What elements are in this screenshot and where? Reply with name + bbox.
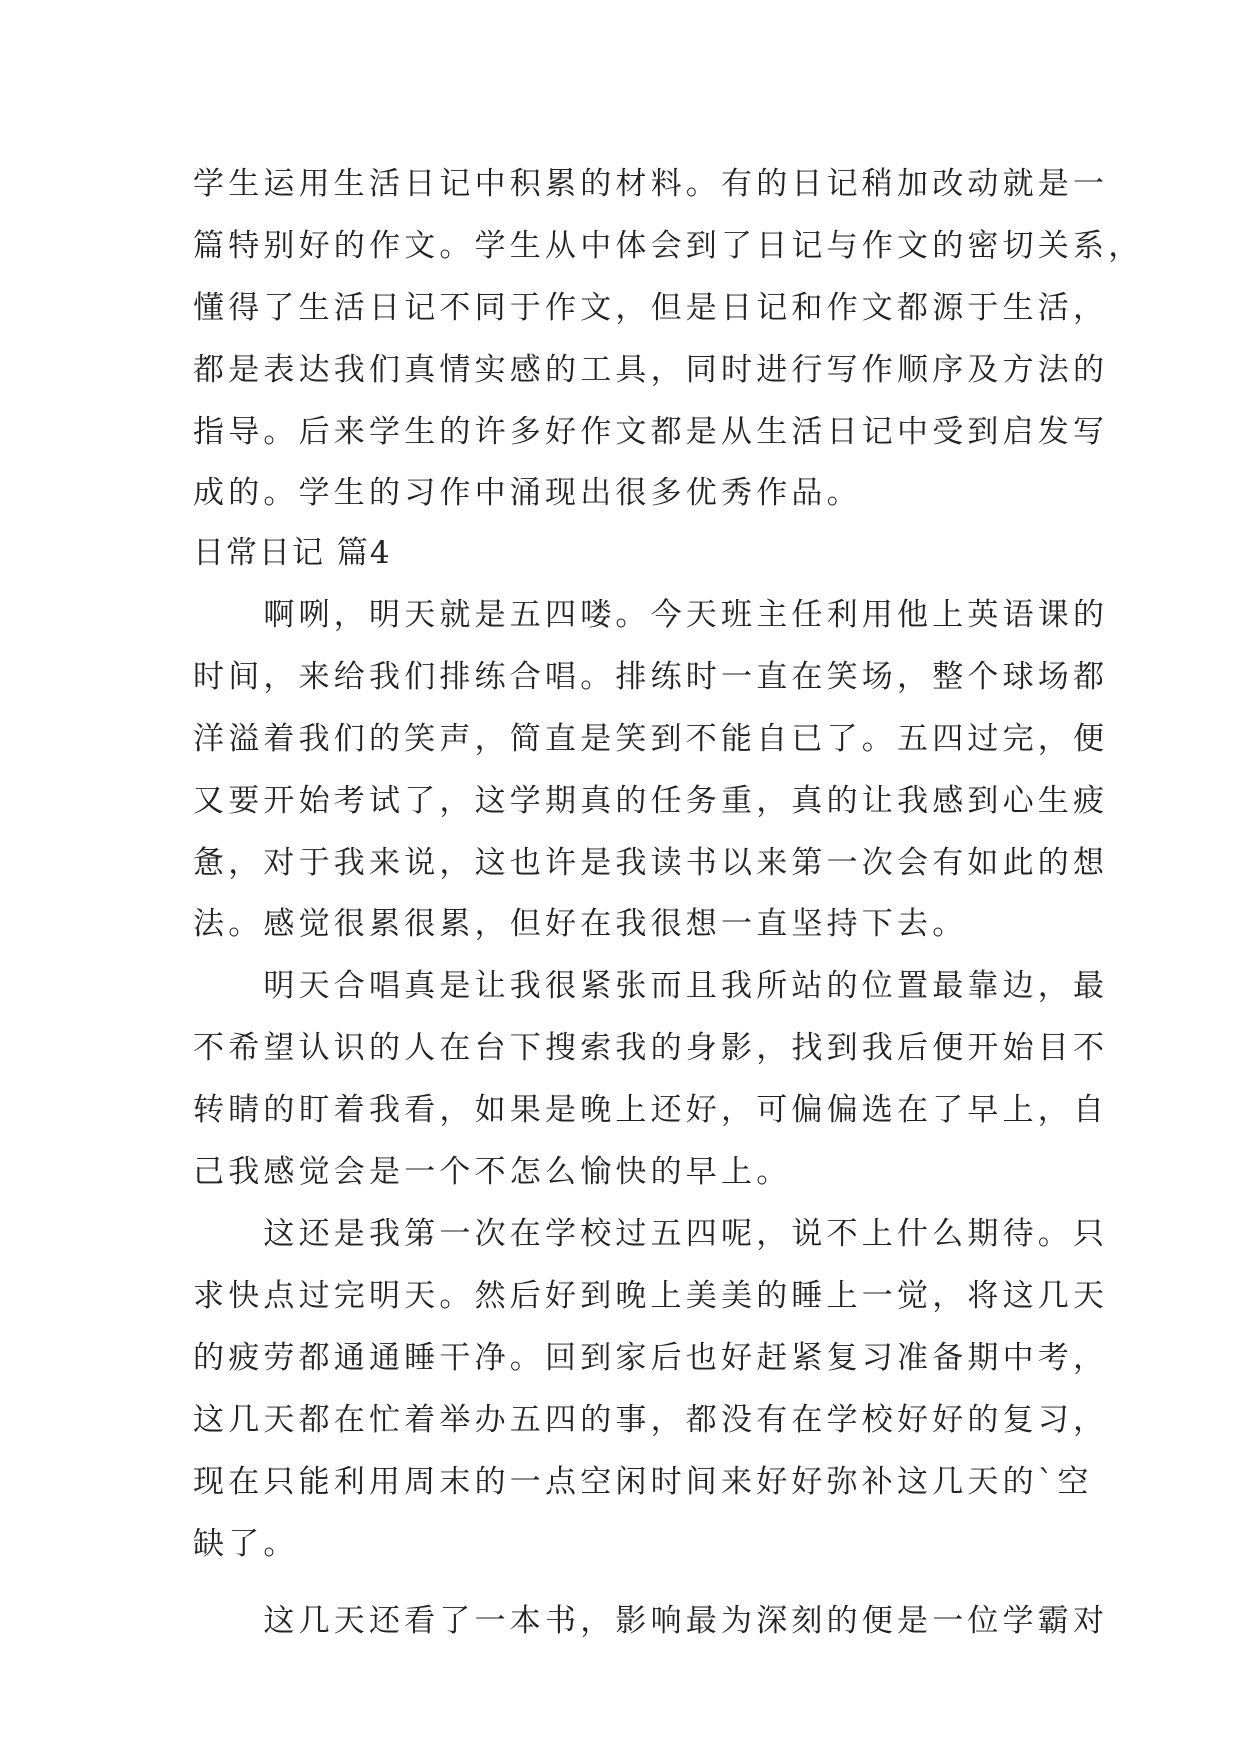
text-line: 缺了。	[193, 1526, 299, 1562]
text-line: 法。感觉很累很累，但好在我很想一直坚持下去。	[193, 906, 968, 942]
text-line: 的疲劳都通通睡干净。回到家后也好赶紧复习准备期中考，	[193, 1340, 1109, 1376]
text-line: 求快点过完明天。然后好到晚上美美的睡上一觉，将这几天	[193, 1278, 1109, 1314]
text-line: 己我感觉会是一个不怎么愉快的早上。	[193, 1154, 792, 1190]
text-line: 学生运用生活日记中积累的材料。有的日记稍加改动就是一	[193, 166, 1109, 202]
text-line: 啊咧，明天就是五四喽。今天班主任利用他上英语课的	[193, 597, 1109, 633]
text-line: 洋溢着我们的笑声，简直是笑到不能自已了。五四过完，便	[193, 721, 1109, 757]
text-line: 这几天还看了一本书，影响最为深刻的便是一位学霸对	[193, 1603, 1109, 1639]
text-line: 明天合唱真是让我很紧张而且我所站的位置最靠边，最	[193, 968, 1109, 1004]
text-line: 转睛的盯着我看，如果是晚上还好，可偏偏选在了早上，自	[193, 1092, 1109, 1128]
text-line: 指导。后来学生的许多好作文都是从生活日记中受到启发写	[193, 414, 1109, 450]
text-line: 时间，来给我们排练合唱。排练时一直在笑场，整个球场都	[193, 659, 1109, 695]
text-line: 又要开始考试了，这学期真的任务重，真的让我感到心生疲	[193, 783, 1109, 819]
text-line: 成的。学生的习作中涌现出很多优秀作品。	[193, 475, 862, 511]
text-line: 这还是我第一次在学校过五四呢，说不上什么期待。只	[193, 1216, 1109, 1252]
text-line: 这几天都在忙着举办五四的事，都没有在学校好好的复习，	[193, 1402, 1109, 1438]
section-heading: 日常日记 篇4	[193, 535, 392, 571]
text-line: 懂得了生活日记不同于作文，但是日记和作文都源于生活，	[193, 290, 1109, 326]
text-line: 现在只能利用周末的一点空闲时间来好好弥补这几天的`空	[193, 1464, 1093, 1500]
text-line: 不希望认识的人在台下搜索我的身影，找到我后便开始目不	[193, 1030, 1109, 1066]
text-line: 惫，对于我来说，这也许是我读书以来第一次会有如此的想	[193, 845, 1109, 881]
text-line: 都是表达我们真情实感的工具，同时进行写作顺序及方法的	[193, 352, 1109, 388]
text-line: 篇特别好的作文。学生从中体会到了日记与作文的密切关系，	[193, 228, 1144, 264]
